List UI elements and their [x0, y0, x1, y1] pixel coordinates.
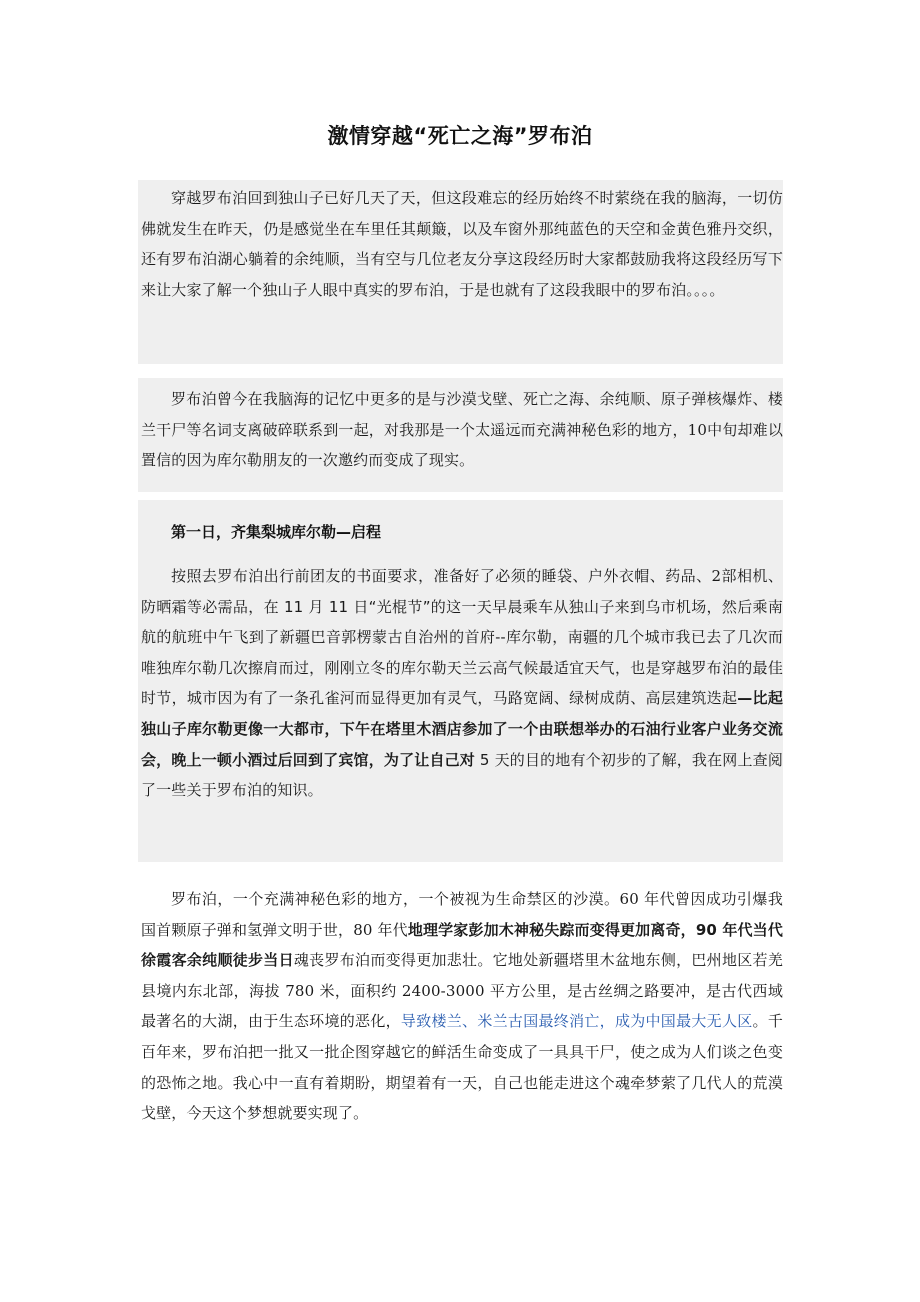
lopnur-section: [138, 884, 783, 1129]
intro-paragraph-1: 穿越罗布泊回到独山子已好几天了天，但这段难忘的经历始终不时萦绕在我的脑海，一切仿佛就发生在昨天，仍是感觉坐在车里任其颠簸，以及车窗外那纯蓝色的天空和金黄色雅丹交织，还有罗布泊湖心躺着的余纯顺，当有空与几位老友分享这段经历时大家都鼓励我将这段经历写下来让大家了解一个独山子人眼中真实的罗布泊，于是也就有了这段我眼中的罗布泊。。。。: [141, 189, 783, 299]
intro-paragraph-1-block: [138, 180, 783, 364]
day1-paragraph: [141, 561, 783, 806]
lopnur-text-a: 罗布泊，一个充满神秘色彩的地方，一个被视为生命禁区的沙漠。60 年代曾因成功引爆我国首颗原子弹和氢弹文明于世，80 年代: [141, 890, 783, 939]
lopnur-paragraph: [141, 884, 783, 1129]
day1-text-b: 在 11 月 11 日“光棍节”: [263, 597, 431, 616]
lopnur-text-b: 地理学家彭加木神秘失踪而变得更加离奇，90 年代当代徐霞客余纯顺徒步当日: [141, 920, 783, 970]
intro-paragraph-2-block: [138, 378, 783, 492]
day1-text-a: 按照去罗布泊出行前团友的书面要求，准备好了必须的睡袋、户外衣帽、药品、2部相机、防晒霜等必需品，: [141, 567, 783, 616]
intro-paragraph-2: 罗布泊曾今在我脑海的记忆中更多的是与沙漠戈壁、死亡之海、余纯顺、原子弹核爆炸、楼兰干尸等名词支离破碎联系到一起，对我那是一个太遥远而充满神秘色彩的地方，10中旬却难以置信的因为库尔勒朋友的一次邀约而变成了现实。: [141, 390, 783, 470]
day1-heading: 第一日，齐集梨城库尔勒—启程: [171, 523, 382, 541]
lopnur-text-e: 。千百年来，罗布泊把一批又一批企图穿越它的鲜活生命变成了一具具干尸，使之成为人们谈之色变的恐怖之地。我心中一直有着期盼，期望着有一天，自己也能走进这个魂牵梦萦了几代人的荒漠戈壁，今天这个梦想就要实现了。: [141, 1012, 783, 1123]
document-title: 激情穿越“死亡之海”罗布泊: [327, 124, 593, 148]
day1-section: [138, 500, 783, 862]
day1-text-e: 5: [474, 750, 495, 769]
day1-text-c: 的这一天早晨乘车从独山子来到乌市机场，然后乘南航的航班中午飞到了新疆巴音郭楞蒙古自治州的首府--库尔勒，南疆的几个城市我已去了几次而唯独库尔勒几次擦肩而过，刚刚立冬的库尔勒天兰云高气候最适宜天气，也是穿越罗布泊的最佳时节，城市因为有了一条孔雀河而显得更加有灵气，马路宽阔、绿树成荫、高层建筑迭起: [141, 597, 783, 708]
day1-text-d: —比起独山子库尔勒更像一大都市，下午在塔里木酒店参加了一个由联想举办的石油行业客户业务交流会，晚上一顿小酒过后回到了宾馆，为了让自己对: [141, 689, 783, 769]
lopnur-text-d: 导致楼兰、米兰古国最终消亡，成为中国最大无人区: [400, 1012, 753, 1031]
day1-text-f: 天的目的地有个初步的了解，我在网上查阅了一些关于罗布泊的知识。: [141, 750, 783, 800]
lopnur-text-c: 魂丧罗布泊而变得更加悲壮。它地处新疆塔里木盆地东侧，巴州地区若羌县境内东北部，海拔 780 米，面积约 2400-3000 平方公里，是古丝绸之路要冲，是古代西域最著名的大湖，由于生态环境的恶化，: [141, 951, 783, 1031]
